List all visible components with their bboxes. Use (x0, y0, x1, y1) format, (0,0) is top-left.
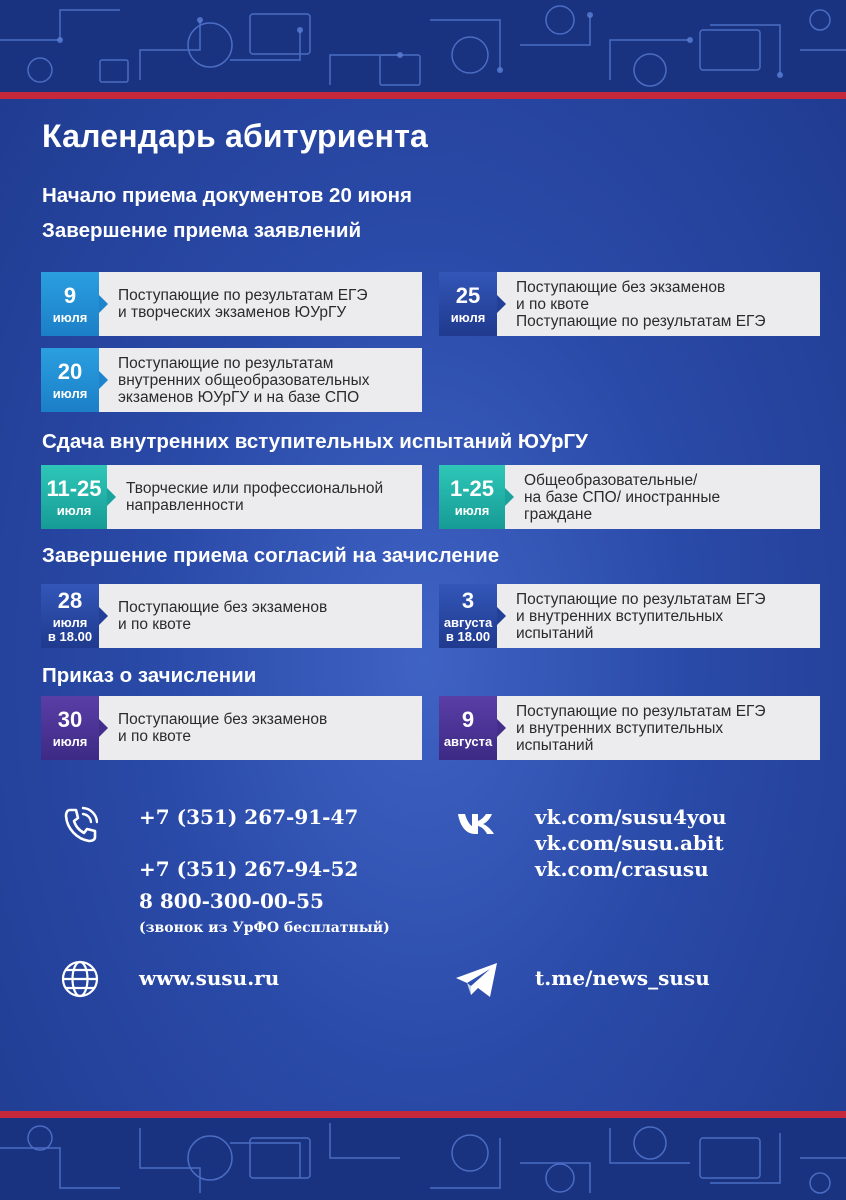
badge-arrow (99, 371, 108, 389)
date-day: 9 (461, 706, 475, 732)
top-decorative-band (0, 0, 846, 92)
documents-start-text: Начало приема документов 20 июня (42, 184, 413, 207)
date-month: июля (52, 385, 88, 401)
order-card-30-july (41, 696, 422, 760)
application-card-9-july (41, 272, 422, 336)
orders-heading: Приказ о зачислении (42, 664, 257, 687)
vk-link-2[interactable]: vk.com/susu.abit (535, 831, 724, 855)
date-day: 1-25 (449, 475, 495, 501)
date-badge (41, 465, 107, 529)
date-month: августа (443, 614, 493, 630)
globe-icon (61, 960, 99, 998)
tech-pattern-icon (0, 0, 846, 92)
order-card-9-august (439, 696, 820, 760)
badge-arrow (99, 719, 108, 737)
card-text: Поступающие без экзаменов и по квоте (118, 711, 328, 745)
card-text: Поступающие по результатам внутренних общеобразовательных экзаменов ЮУрГУ и на базе СПО (118, 354, 370, 406)
date-badge (439, 272, 497, 336)
card-text: Поступающие без экзаменов и по квоте (118, 599, 328, 633)
date-time: в 18.00 (47, 628, 93, 644)
card-text: Поступающие по результатам ЕГЭ и творческих экзаменов ЮУрГУ (118, 287, 368, 321)
card-text: Общеобразовательные/ на базе СПО/ иностранные граждане (524, 471, 721, 523)
phone-icon (62, 806, 98, 844)
exams-heading: Сдача внутренних вступительных испытаний ЮУрГУ (42, 430, 588, 453)
phone-3[interactable]: 8 800-300-00-55 (139, 889, 324, 913)
tech-pattern-icon (0, 1118, 846, 1200)
telegram-link[interactable]: t.me/news_susu (535, 966, 710, 990)
application-card-20-july (41, 348, 422, 412)
bottom-decorative-band (0, 1118, 846, 1200)
date-month: июля (454, 502, 490, 518)
date-month: июля (56, 502, 92, 518)
consent-card-3-august (439, 584, 820, 648)
date-month: июля (52, 614, 88, 630)
date-month: августа (443, 733, 493, 749)
phone-3-note: (звонок из УрФО бесплатный) (139, 920, 390, 936)
date-day: 25 (455, 282, 481, 308)
telegram-icon (454, 961, 500, 999)
date-day: 11-25 (46, 475, 102, 501)
date-day: 20 (57, 358, 83, 384)
badge-arrow (497, 295, 506, 313)
date-badge (439, 584, 497, 648)
vk-icon (456, 812, 496, 836)
card-text: Творческие или профессиональной направленности (126, 480, 384, 514)
date-badge (41, 696, 99, 760)
top-red-stripe (0, 92, 846, 99)
date-day: 3 (461, 587, 475, 613)
badge-arrow (99, 607, 108, 625)
date-badge (41, 272, 99, 336)
exam-card-1-25-july (439, 465, 820, 529)
phone-1[interactable]: +7 (351) 267-91-47 (139, 805, 359, 829)
page-title: Календарь абитуриента (42, 118, 429, 154)
date-month: июля (450, 309, 486, 325)
card-text: Поступающие по результатам ЕГЭ и внутренних вступительных испытаний (516, 702, 766, 754)
vk-link-1[interactable]: vk.com/susu4you (535, 805, 727, 829)
badge-arrow (497, 719, 506, 737)
applications-end-heading: Завершение приема заявлений (42, 219, 362, 242)
exam-card-11-25-july (41, 465, 422, 529)
badge-arrow (497, 607, 506, 625)
badge-arrow (99, 295, 108, 313)
card-text: Поступающие без экзаменов и по квоте Поступающие по результатам ЕГЭ (516, 278, 766, 330)
website-link[interactable]: www.susu.ru (139, 966, 280, 990)
date-day: 30 (57, 706, 83, 732)
bottom-red-stripe (0, 1111, 846, 1118)
phone-2[interactable]: +7 (351) 267-94-52 (139, 857, 359, 881)
date-day: 28 (57, 587, 83, 613)
date-badge (439, 696, 497, 760)
card-text: Поступающие по результатам ЕГЭ и внутренних вступительных испытаний (516, 590, 766, 642)
consent-card-28-july (41, 584, 422, 648)
consents-heading: Завершение приема согласий на зачисление (42, 544, 500, 567)
date-day: 9 (63, 282, 77, 308)
badge-arrow (107, 488, 116, 506)
date-month: июля (52, 309, 88, 325)
date-badge (41, 584, 99, 648)
application-card-25-july (439, 272, 820, 336)
date-badge (439, 465, 505, 529)
date-month: июля (52, 733, 88, 749)
date-badge (41, 348, 99, 412)
date-time: в 18.00 (445, 628, 491, 644)
vk-link-3[interactable]: vk.com/crasusu (535, 857, 709, 881)
badge-arrow (505, 488, 514, 506)
